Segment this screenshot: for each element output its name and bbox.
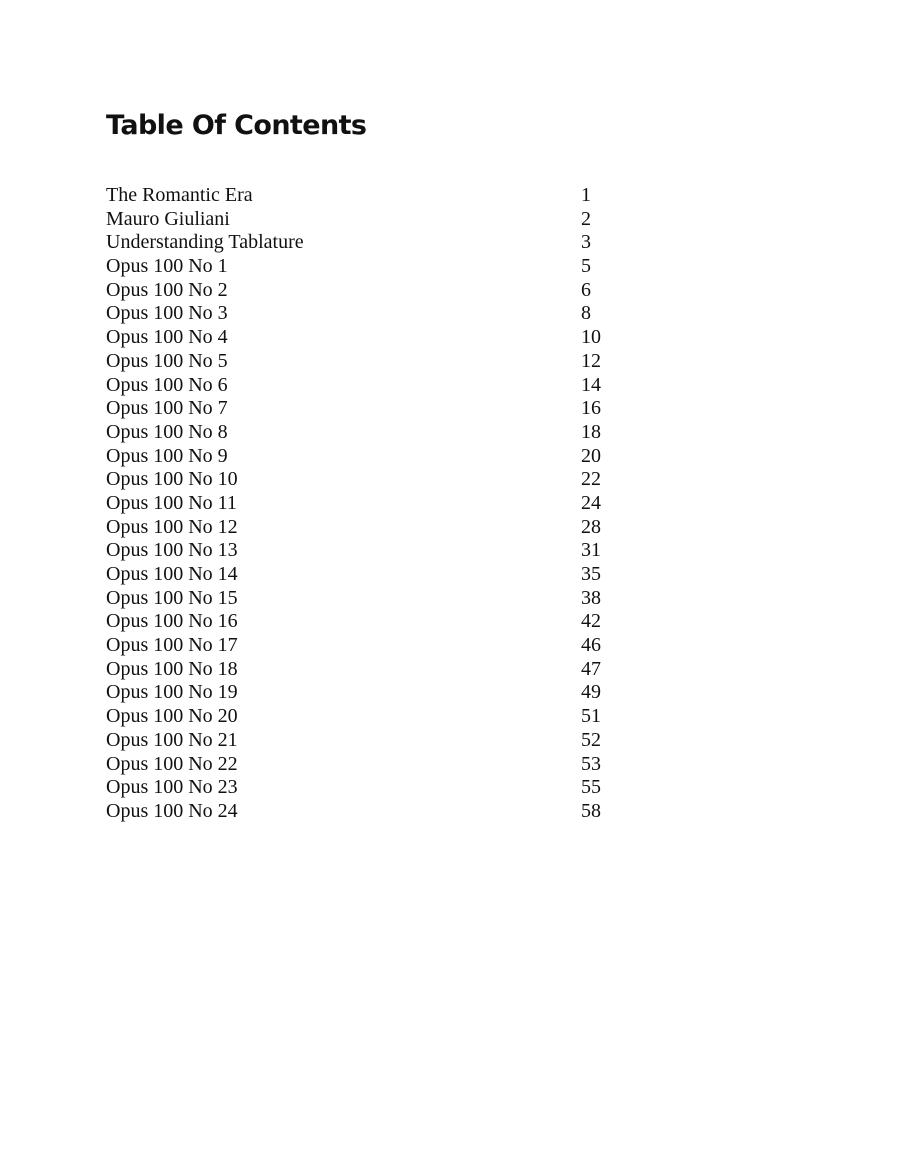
toc-entry (106, 776, 626, 800)
toc-entry-title: Opus 100 No 16 (106, 610, 238, 633)
toc-entry (106, 634, 626, 658)
toc-entry-page-number: 5 (581, 255, 591, 278)
toc-entry-page-number: 20 (581, 444, 601, 467)
toc-entry-title: Opus 100 No 7 (106, 397, 228, 420)
toc-entry-title: Opus 100 No 5 (106, 349, 228, 372)
toc-entry (106, 539, 626, 563)
toc-entry-title: Opus 100 No 8 (106, 420, 228, 443)
toc-entry-title: Opus 100 No 17 (106, 634, 238, 657)
toc-entry (106, 658, 626, 682)
toc-entry-page-number: 14 (581, 373, 601, 396)
toc-entry-page-number: 2 (581, 207, 591, 230)
toc-entry-title: Opus 100 No 20 (106, 705, 238, 728)
toc-entry-page-number: 55 (581, 776, 601, 799)
toc-entry-title: Opus 100 No 10 (106, 468, 238, 491)
toc-entry (106, 208, 626, 232)
toc-entry (106, 445, 626, 469)
toc-entry (106, 610, 626, 634)
toc-list (106, 184, 626, 824)
toc-entry-page-number: 47 (581, 657, 601, 680)
toc-entry (106, 705, 626, 729)
toc-entry (106, 753, 626, 777)
toc-entry-page-number: 22 (581, 468, 601, 491)
toc-entry-title: Opus 100 No 11 (106, 491, 237, 514)
toc-entry (106, 516, 626, 540)
toc-entry (106, 468, 626, 492)
toc-entry-title: Opus 100 No 14 (106, 563, 238, 585)
toc-entry-page-number: 38 (581, 586, 601, 609)
toc-entry-page-number: 35 (581, 563, 601, 585)
toc-entry-page-number: 1 (581, 184, 591, 206)
toc-entry-page-number: 24 (581, 491, 601, 514)
toc-entry-page-number: 42 (581, 610, 601, 633)
toc-entry-page-number: 12 (581, 349, 601, 372)
toc-entry-page-number: 28 (581, 515, 601, 538)
toc-entry (106, 681, 626, 705)
toc-entry-title: Opus 100 No 1 (106, 255, 228, 278)
toc-entry-title: Opus 100 No 13 (106, 539, 238, 562)
toc-entry-page-number: 10 (581, 326, 601, 349)
toc-entry-title: Opus 100 No 9 (106, 444, 228, 467)
toc-entry-title: Opus 100 No 2 (106, 278, 228, 301)
toc-entry-page-number: 49 (581, 681, 601, 704)
toc-entry-page-number: 6 (581, 278, 591, 301)
toc-entry-page-number: 46 (581, 634, 601, 657)
page-title: Table Of Contents (106, 110, 367, 141)
toc-entry-page-number: 31 (581, 539, 601, 562)
toc-entry-title: Opus 100 No 22 (106, 752, 238, 775)
toc-entry-page-number: 16 (581, 397, 601, 420)
toc-entry-page-number: 58 (581, 799, 601, 822)
toc-entry-title: Mauro Giuliani (106, 207, 230, 230)
toc-entry-page-number: 53 (581, 752, 601, 775)
toc-entry-title: Opus 100 No 4 (106, 326, 228, 349)
toc-entry (106, 729, 626, 753)
toc-entry (106, 326, 626, 350)
toc-entry-title: Opus 100 No 19 (106, 681, 238, 704)
toc-entry-page-number: 51 (581, 705, 601, 728)
toc-entry-page-number: 52 (581, 728, 601, 751)
toc-entry-title: Opus 100 No 18 (106, 657, 238, 680)
toc-entry (106, 255, 626, 279)
toc-entry (106, 279, 626, 303)
toc-entry-title: Opus 100 No 24 (106, 799, 238, 822)
toc-entry (106, 587, 626, 611)
toc-entry (106, 492, 626, 516)
toc-entry-title: Opus 100 No 21 (106, 728, 238, 751)
toc-entry (106, 397, 626, 421)
toc-entry (106, 563, 626, 587)
toc-entry-page-number: 8 (581, 302, 591, 325)
toc-entry-title: Opus 100 No 3 (106, 302, 228, 325)
toc-entry (106, 302, 626, 326)
toc-entry-title: Opus 100 No 12 (106, 515, 238, 538)
toc-entry (106, 800, 626, 824)
toc-entry-title: Opus 100 No 15 (106, 586, 238, 609)
toc-entry (106, 184, 626, 208)
toc-entry-page-number: 18 (581, 420, 601, 443)
toc-entry-title: Understanding Tablature (106, 231, 304, 254)
toc-entry-title: Opus 100 No 23 (106, 776, 238, 799)
toc-entry-page-number: 3 (581, 231, 591, 254)
toc-entry (106, 231, 626, 255)
toc-entry-title: Opus 100 No 6 (106, 373, 228, 396)
toc-entry (106, 374, 626, 398)
toc-entry (106, 421, 626, 445)
toc-entry (106, 350, 626, 374)
toc-entry-title: The Romantic Era (106, 184, 253, 206)
